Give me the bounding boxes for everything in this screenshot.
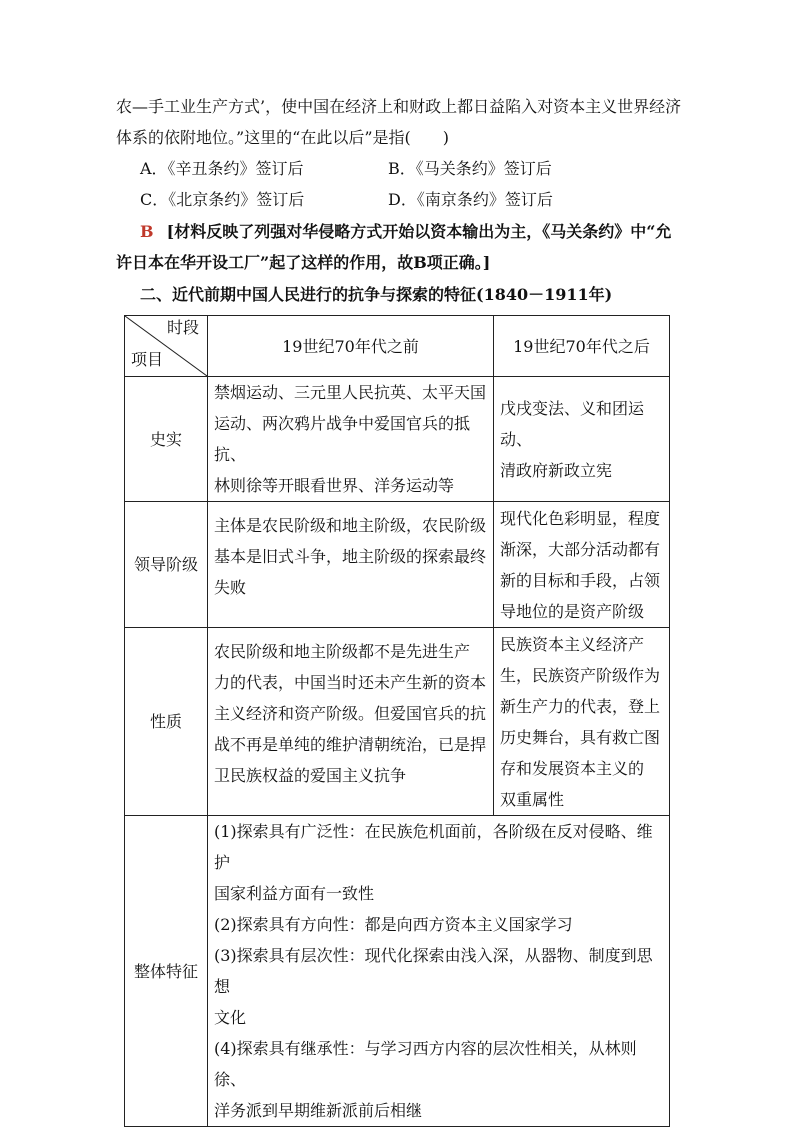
cell-leading-after	[494, 502, 670, 628]
row-label-nature: 性质	[125, 628, 208, 816]
answer-line-1	[140, 222, 671, 242]
table-row	[125, 816, 670, 1127]
table-row	[125, 502, 670, 628]
option-d: D．《南京条约》签订后	[388, 190, 553, 209]
answer-letter: B	[140, 222, 154, 241]
option-a: A．《辛丑条约》签订后	[140, 159, 304, 178]
cell-line: 文化	[214, 1008, 247, 1027]
cell-line: 禁烟运动、三元里人民抗英、太平天国	[214, 383, 487, 402]
cell-line: (1)探索具有广泛性：在民族危机面前，各阶级在反对侵略、维护	[214, 822, 653, 872]
cell-line: 农民阶级和地主阶级都不是先进生产	[214, 642, 471, 661]
table-row	[125, 377, 670, 502]
cell-nature-before	[208, 628, 494, 816]
summary-table	[124, 315, 670, 1127]
cell-line: 林则徐等开眼看世界、洋务运动等	[214, 476, 455, 495]
answer-explanation-1: [材料反映了列强对华侵略方式开始以资本输出为主，《马关条约》中“允	[166, 222, 672, 241]
cell-line: 战不再是单纯的维护清朝统治，已是捍	[214, 735, 487, 754]
cell-line: 基本是旧式斗争，地主阶级的探索最终	[214, 547, 487, 566]
cell-line: 运动、两次鸦片战争中爱国官兵的抵抗、	[214, 414, 471, 464]
cell-line: (3)探索具有层次性：现代化探索由浅入深，从器物、制度到思想	[214, 946, 653, 996]
cell-line: 主体是农民阶级和地主阶级，农民阶级	[214, 516, 487, 535]
cell-facts-before	[208, 377, 494, 502]
cell-line: 存和发展资本主义的	[500, 758, 645, 778]
cell-line: 清政府新政立宪	[500, 460, 613, 480]
cell-line: 新生产力的代表，登上	[500, 696, 661, 716]
table-row	[125, 628, 670, 816]
option-b: B．《马关条约》签订后	[388, 159, 552, 178]
cell-line: 国家利益方面有一致性	[214, 884, 375, 903]
cell-line: 洋务派到早期维新派前后相继	[214, 1101, 423, 1120]
row-label-leading-class: 领导阶级	[125, 502, 208, 628]
corner-item-label: 项目	[131, 350, 164, 369]
question-line-1: 农—手工业生产方式’，使中国在经济上和财政上都日益陷入对资本主义世界经济	[116, 97, 682, 116]
row-label-facts: 史实	[125, 377, 208, 502]
cell-line: (4)探索具有继承性：与学习西方内容的层次性相关，从林则徐、	[214, 1039, 637, 1089]
cell-line: 戊戌变法、义和团运动、	[500, 398, 645, 449]
cell-line: 渐深，大部分活动都有	[500, 539, 661, 559]
cell-line: 现代化色彩明显，程度	[500, 508, 661, 528]
cell-line: 卫民族权益的爱国主义抗争	[214, 766, 407, 785]
cell-line: 生，民族资产阶级作为	[500, 665, 661, 685]
cell-line: 双重属性	[500, 789, 565, 809]
cell-line: 新的目标和手段，占领	[500, 570, 661, 590]
cell-line: 主义经济和资产阶级。但爱国官兵的抗	[214, 704, 487, 723]
option-c: C．《北京条约》签订后	[140, 190, 305, 209]
col-head-before-1870s: 19世纪70年代之前	[208, 316, 494, 377]
corner-cell	[125, 316, 208, 377]
cell-nature-after	[494, 628, 670, 816]
cell-facts-after	[494, 377, 670, 502]
cell-line: 导地位的是资产阶级	[500, 601, 645, 621]
cell-line: 力的代表，中国当时还未产生新的资本	[214, 673, 487, 692]
col-head-after-1870s: 19世纪70年代之后	[494, 316, 670, 377]
cell-line: 历史舞台，具有救亡图	[500, 727, 661, 747]
cell-line: 失败	[214, 578, 247, 597]
cell-overall	[208, 816, 670, 1127]
corner-period-label: 时段	[166, 318, 199, 337]
section-title: 二、近代前期中国人民进行的抗争与探索的特征(1840－1911年)	[140, 285, 613, 304]
cell-line: 民族资本主义经济产	[500, 634, 645, 654]
cell-line: (2)探索具有方向性：都是向西方资本主义国家学习	[214, 915, 573, 934]
table-header-row	[125, 316, 670, 377]
row-label-overall: 整体特征	[125, 816, 208, 1127]
answer-line-2: 许日本在华开设工厂”起了这样的作用，故B项正确。]	[116, 253, 491, 272]
cell-leading-before	[208, 502, 494, 628]
question-line-2: 体系的依附地位。”这里的“在此以后”是指( )	[116, 128, 450, 147]
